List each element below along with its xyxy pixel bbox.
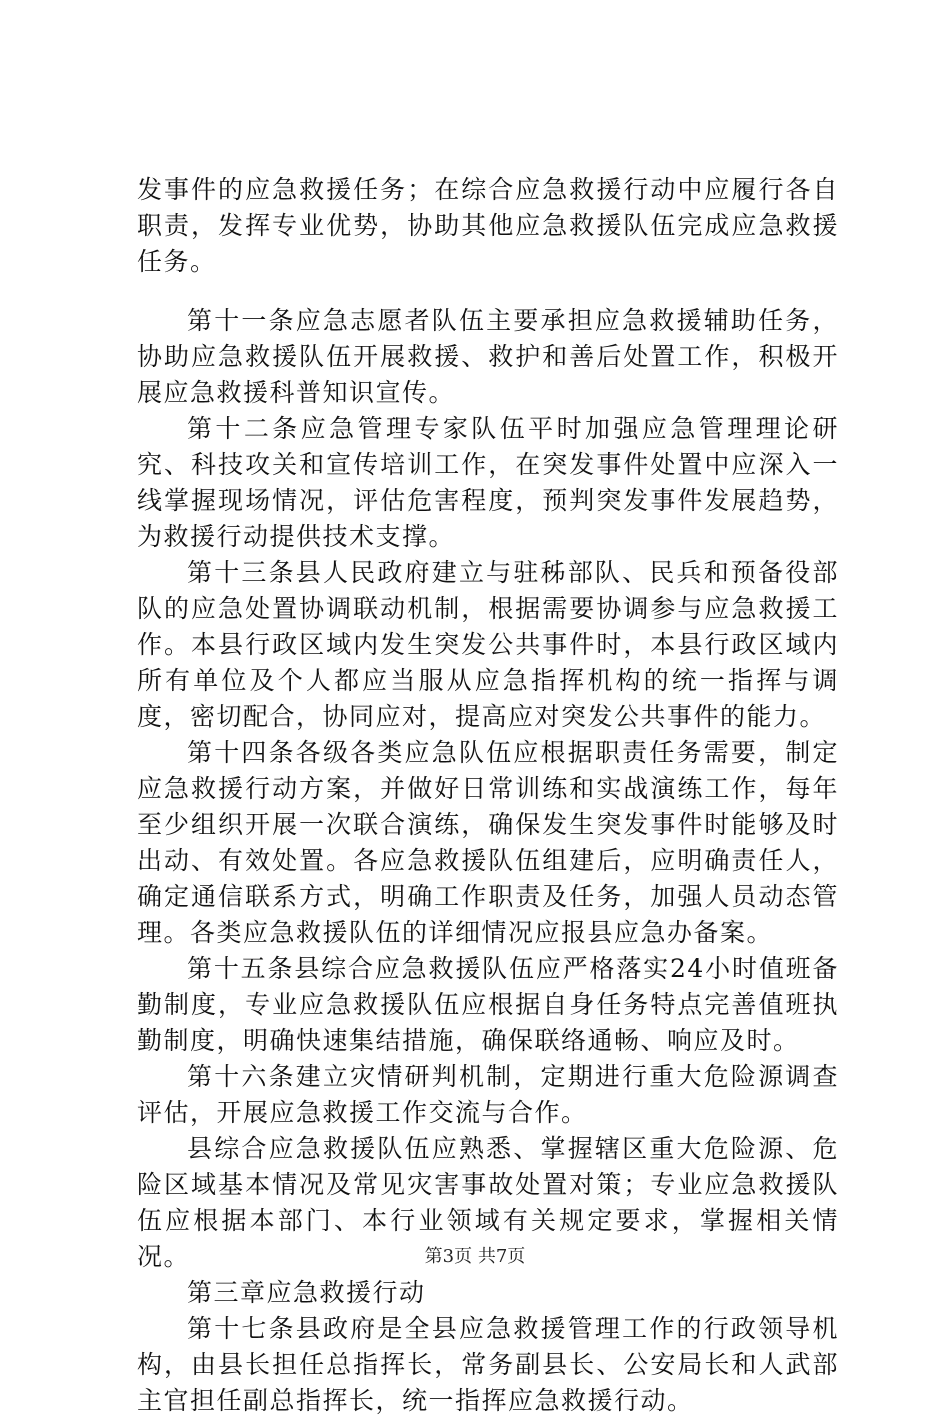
page-number-footer: 第3页 共7页	[424, 1246, 526, 1267]
paragraph-article-11: 第十一条应急志愿者队伍主要承担应急救援辅助任务，协助应急救援队伍开展救援、救护和善后处置工作，积极开展应急救援科普知识宣传。	[137, 306, 839, 407]
paragraph-article-14: 第十四条各级各类应急队伍应根据职责任务需要，制定应急救援行动方案，并做好日常训练和实战演练工作，每年至少组织开展一次联合演练，确保发生突发事件时能够及时出动、有效处置。各应急救援队伍组建后，应明确责任人，确定通信联系方式，明确工作职责及任务，加强人员动态管理。各类应急救援队伍的详细情况应报县应急办备案。	[137, 738, 839, 947]
paragraph-article-17: 第十七条县政府是全县应急救援管理工作的行政领导机构，由县长担任总指挥长，常务副县长、公安局长和人武部主官担任副总指挥长，统一指挥应急救援行动。	[137, 1314, 839, 1415]
document-body	[137, 172, 839, 1419]
paragraph-article-15: 第十五条县综合应急救援队伍应严格落实24小时值班备勤制度，专业应急救援队伍应根据自身任务特点完善值班执勤制度，明确快速集结措施，确保联络通畅、响应及时。	[137, 954, 839, 1055]
paragraph-continuation: 发事件的应急救援任务；在综合应急救援行动中应履行各自职责，发挥专业优势，协助其他应急救援队伍完成应急救援任务。	[137, 175, 839, 276]
paragraph-article-16-detail: 县综合应急救援队伍应熟悉、掌握辖区重大危险源、危险区域基本情况及常见灾害事故处置对策；专业应急救援队伍应根据本部门、本行业领域有关规定要求，掌握相关情况。	[137, 1134, 839, 1271]
paragraph-article-13: 第十三条县人民政府建立与驻秭部队、民兵和预备役部队的应急处置协调联动机制，根据需要协调参与应急救援工作。本县行政区域内发生突发公共事件时，本县行政区域内所有单位及个人都应当服从应急指挥机构的统一指挥与调度，密切配合，协同应对，提高应对突发公共事件的能力。	[137, 558, 839, 731]
paragraph-article-16: 第十六条建立灾情研判机制，定期进行重大危险源调查评估，开展应急救援工作交流与合作。	[137, 1062, 839, 1127]
paragraph-article-12: 第十二条应急管理专家队伍平时加强应急管理理论研究、科技攻关和宣传培训工作，在突发事件处置中应深入一线掌握现场情况，评估危害程度，预判突发事件发展趋势，为救援行动提供技术支撑。	[137, 414, 839, 551]
chapter-heading: 第三章应急救援行动	[187, 1278, 426, 1307]
